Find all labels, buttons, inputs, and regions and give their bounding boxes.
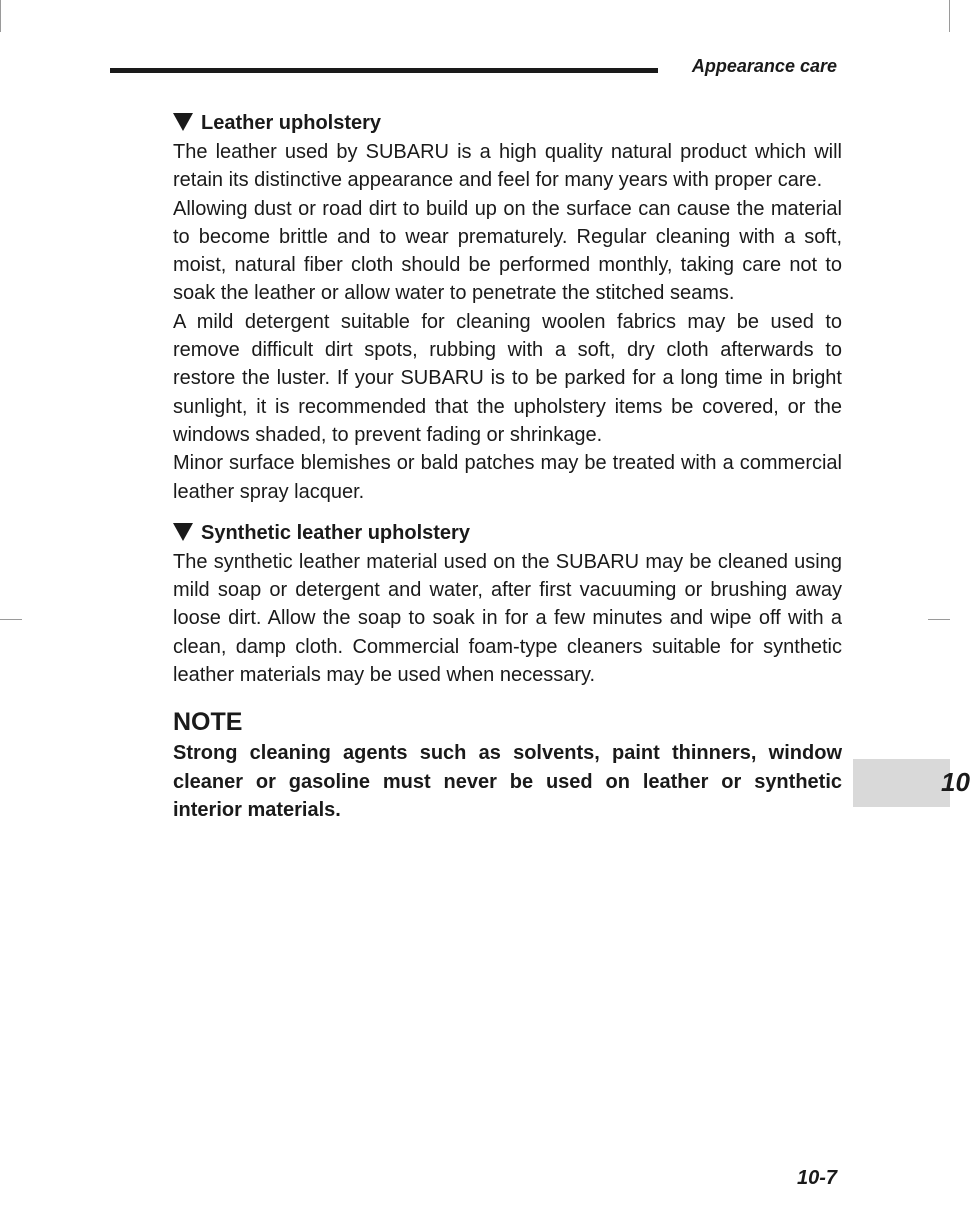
section-heading-text: Leather upholstery [201,112,382,134]
section-heading [173,518,842,548]
page-number: 10-7 [796,1167,837,1189]
crop-mark-middle-right [928,619,950,620]
note-box [173,705,842,824]
paragraph: The leather used by SUBARU is a high quality natural product which will retain its distinctive appearance and feel for many years with proper care. [173,141,842,192]
note-title: NOTE [173,708,243,737]
section-heading [173,108,842,138]
crop-mark-top-right [949,0,950,32]
note-text: Strong cleaning agents such as solvents, paint thinners, window cleaner or gasoline must never be used on leather or synthetic interior materials. [173,742,842,821]
running-title: Appearance care [691,56,837,76]
page-content [173,108,842,824]
section-spacer [173,506,842,518]
section-leather-upholstery [173,108,842,506]
chapter-tab [853,759,970,807]
section-spacer [173,689,842,701]
triangle-bullet-icon [173,523,193,541]
chapter-tab-label: 10 [941,767,970,797]
triangle-bullet-icon [173,113,193,131]
section-synthetic-leather-upholstery [173,518,842,689]
paragraph: The synthetic leather material used on the SUBARU may be cleaned using mild soap or detergent and water, after first vacuuming or brushing away loose dirt. Allow the soap to soak in for a few minutes and wipe off with a clean, damp cloth. Commercial foam-type cleaners suitable for synthetic leather materials may be used when necessary. [173,550,842,687]
crop-mark-middle-left [0,619,22,620]
paragraph: Allowing dust or road dirt to build up on the surface can cause the material to become brittle and to wear prematurely. Regular cleaning with a soft, moist, natural fiber cloth should be performed monthly, taking care not to soak the leather or allow water to penetrate the stitched seams. [173,197,842,305]
crop-mark-top-left [0,0,1,32]
paragraph: Minor surface blemishes or bald patches may be treated with a commercial leather spray lacquer. [173,452,842,503]
paragraph: A mild detergent suitable for cleaning woolen fabrics may be used to remove difficult dirt spots, rubbing with a soft, dry cloth afterwards to restore the luster. If your SUBARU is to be parked for a long time in bright sunlight, it is recommended that the upholstery items be covered, or the windows shaded, to prevent fading or shrinkage. [173,310,842,446]
header-rule [110,68,658,73]
section-heading-text: Synthetic leather upholstery [201,521,470,544]
